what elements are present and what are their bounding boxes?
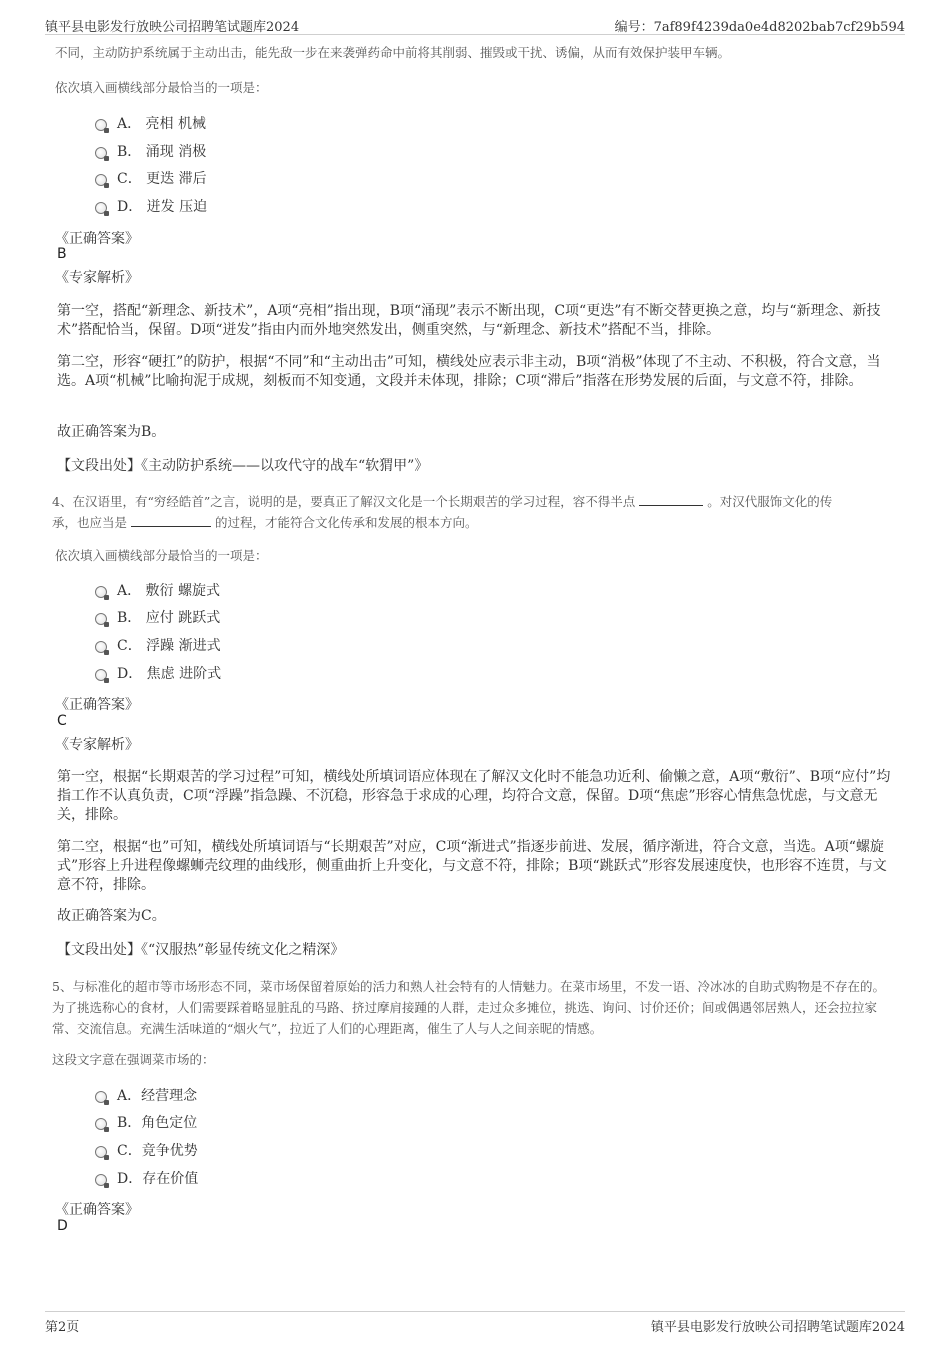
option-label: A． 敷衍 螺旋式 xyxy=(117,583,221,599)
q3-answer-label: 《正确答案》 xyxy=(55,231,139,247)
q4-analysis-1: 第一空，根据“长期艰苦的学习过程”可知，横线处所填词语应体现在了解汉文化时不能急功近利、偷懒之意，A项“敷衍”、B项“应付”均指工作不认真负责，C项“浮躁”指急躁、不沉稳，形容急于求成的心理，均符合文意，保留。D项“焦虑”形容心情焦急忧虑，与文意无关，排除。 xyxy=(57,769,891,823)
q3-stem-tail: 不同，主动防护系统属于主动出击，能先敌一步在来袭弹药命中前将其削弱、摧毁或干扰、诱偏，从而有效保护装甲车辆。 xyxy=(55,45,731,60)
option-label: B． 涌现 消极 xyxy=(117,144,207,160)
radio-icon[interactable] xyxy=(95,119,107,131)
header-code: 编号：7af89f4239da0e4d8202bab7cf29b594 xyxy=(614,20,905,35)
option-label: D．存在价值 xyxy=(117,1171,199,1187)
q3-source: 【文段出处】《主动防护系统——以攻代守的战车“软猬甲”》 xyxy=(57,458,429,474)
radio-icon[interactable] xyxy=(95,202,107,214)
option-label: C． 浮躁 渐进式 xyxy=(117,638,221,654)
q4-stem-part-d: 的过程，才能符合文化传承和发展的根本方向。 xyxy=(214,515,478,530)
q4-stem-part-b: 。对汉代服饰文化的传 xyxy=(707,494,833,509)
radio-icon[interactable] xyxy=(95,1118,107,1130)
q4-prompt: 依次填入画横线部分最恰当的一项是： xyxy=(55,548,268,563)
radio-icon[interactable] xyxy=(95,1174,107,1186)
radio-icon[interactable] xyxy=(95,1146,107,1158)
page-number: 第2页 xyxy=(45,1320,80,1335)
header-title: 镇平县电影发行放映公司招聘笔试题库2024 xyxy=(45,20,300,35)
q5-answer-label: 《正确答案》 xyxy=(55,1202,139,1218)
radio-icon[interactable] xyxy=(95,586,107,598)
option-label: B．角色定位 xyxy=(117,1115,198,1131)
q5-prompt: 这段文字意在强调菜市场的： xyxy=(52,1052,215,1067)
q5-stem: 5、与标准化的超市等市场形态不同，菜市场保留着原始的活力和熟人社会特有的人情魅力。在菜市场里，不发一语、冷冰冰的自助式购物是不存在的。为了挑选称心的食材，人们需要踩着略显脏乱的马路、挤过摩肩接踵的人群，走过众多摊位，挑选、询问、讨价还价；间或偶遇邻居熟人，还会拉拉家常、交流信息。充满生活味道的“烟火气”，拉近了人们的心理距离，催生了人与人之间亲昵的情感。 xyxy=(52,979,885,1036)
q4-blank-2 xyxy=(131,512,211,527)
q4-analysis-2: 第二空，根据“也”可知，横线处所填词语与“长期艰苦”对应，C项“渐进式”指逐步前进、发展，循序渐进，符合文意，当选。A项“螺旋式”形容上升进程像螺蛳壳纹理的曲线形，侧重曲折上升变化，与文意不符，排除；B项“跳跃式”形容发展速度快，也形容不连贯，与文意不符，排除。 xyxy=(57,839,887,893)
q4-answer-label: 《正确答案》 xyxy=(55,697,139,713)
radio-icon[interactable] xyxy=(95,1091,107,1103)
q3-prompt: 依次填入画横线部分最恰当的一项是： xyxy=(55,80,268,95)
radio-icon[interactable] xyxy=(95,147,107,159)
radio-icon[interactable] xyxy=(95,613,107,625)
q4-blank-1 xyxy=(639,491,703,506)
q4-stem-part-a: 4、在汉语里，有“穷经皓首”之言，说明的是，要真正了解汉文化是一个长期艰苦的学习过程，容不得半点 xyxy=(52,494,636,509)
option-label: D． 迸发 压迫 xyxy=(117,199,208,215)
q3-analysis-2: 第二空，形容“硬扛”的防护，根据“不同”和“主动出击”可知，横线处应表示非主动，B项“消极”体现了不主动、不积极，符合文意，当选。A项“机械”比喻拘泥于成规，刻板而不知变通，文段并未体现，排除；C项“滞后”指落在形势发展的后面，与文意不符，排除。 xyxy=(57,354,881,389)
page-footer xyxy=(45,1311,905,1334)
option-label: A．经营理念 xyxy=(117,1088,198,1104)
option-label: B． 应付 跳跃式 xyxy=(117,610,221,626)
option-label: C．竞争优势 xyxy=(117,1143,198,1159)
radio-icon[interactable] xyxy=(95,174,107,186)
radio-icon[interactable] xyxy=(95,669,107,681)
option-label: C． 更迭 滞后 xyxy=(117,171,207,187)
q4-analysis-label: 《专家解析》 xyxy=(55,737,139,753)
option-label: D． 焦虑 进阶式 xyxy=(117,666,222,682)
page-header xyxy=(45,14,905,35)
q3-answer: B xyxy=(57,246,67,262)
q4-conclusion: 故正确答案为C。 xyxy=(57,908,166,924)
q4-stem-part-c: 承，也应当是 xyxy=(52,515,128,530)
q4-answer: C xyxy=(57,713,67,729)
q3-analysis-1: 第一空，搭配“新理念、新技术”，A项“亮相”指出现，B项“涌现”表示不断出现，C项“更迭”有不断交替更换之意，均与“新理念、新技术”搭配恰当，保留。D项“迸发”指由内而外地突然发出，侧重突然，与“新理念、新技术”搭配不当，排除。 xyxy=(57,303,881,338)
q5-answer: D xyxy=(57,1218,68,1234)
q3-conclusion: 故正确答案为B。 xyxy=(57,424,166,440)
q4-source: 【文段出处】《“汉服热”彰显传统文化之精深》 xyxy=(57,942,345,958)
q4-stem xyxy=(52,491,892,533)
q3-analysis-label: 《专家解析》 xyxy=(55,270,139,286)
option-label: A． 亮相 机械 xyxy=(117,116,207,132)
footer-title: 镇平县电影发行放映公司招聘笔试题库2024 xyxy=(650,1320,905,1335)
radio-icon[interactable] xyxy=(95,641,107,653)
